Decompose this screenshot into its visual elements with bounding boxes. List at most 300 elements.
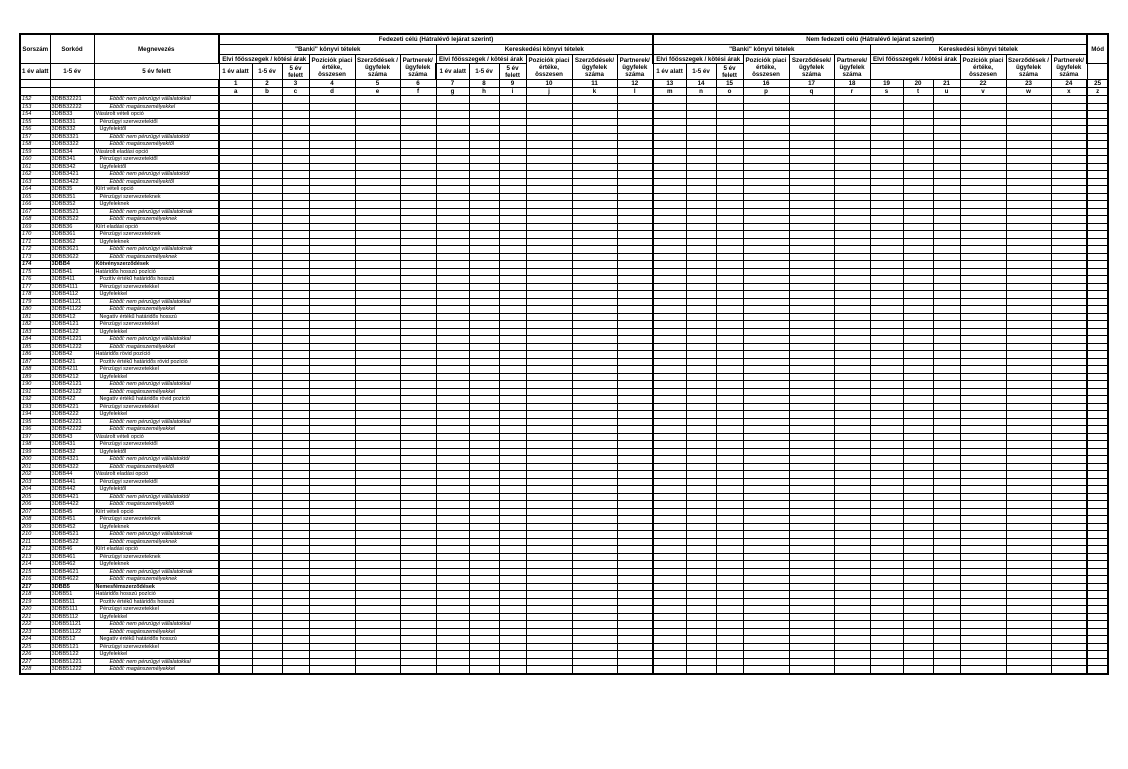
data-cell[interactable] — [309, 178, 355, 186]
data-cell[interactable] — [716, 471, 743, 479]
data-cell[interactable] — [436, 576, 469, 584]
data-cell[interactable] — [617, 246, 653, 254]
data-cell[interactable] — [1087, 576, 1108, 584]
data-cell[interactable] — [436, 208, 469, 216]
data-cell[interactable] — [960, 246, 1006, 254]
data-cell[interactable] — [870, 621, 903, 629]
data-cell[interactable] — [686, 418, 716, 426]
data-cell[interactable] — [282, 321, 309, 329]
data-cell[interactable] — [743, 508, 789, 516]
data-cell[interactable] — [252, 651, 282, 659]
data-cell[interactable] — [903, 546, 933, 554]
data-cell[interactable] — [1006, 568, 1051, 576]
data-cell[interactable] — [1087, 208, 1108, 216]
data-cell[interactable] — [617, 126, 653, 134]
data-cell[interactable] — [436, 538, 469, 546]
data-cell[interactable] — [789, 336, 834, 344]
data-cell[interactable] — [686, 268, 716, 276]
data-cell[interactable] — [743, 268, 789, 276]
data-cell[interactable] — [903, 636, 933, 644]
data-cell[interactable] — [572, 388, 617, 396]
data-cell[interactable] — [870, 268, 903, 276]
data-cell[interactable] — [282, 373, 309, 381]
data-cell[interactable] — [743, 358, 789, 366]
data-cell[interactable] — [526, 193, 572, 201]
data-cell[interactable] — [469, 201, 499, 209]
data-cell[interactable] — [1051, 448, 1087, 456]
data-cell[interactable] — [1051, 253, 1087, 261]
data-cell[interactable] — [933, 636, 960, 644]
data-cell[interactable] — [743, 523, 789, 531]
data-cell[interactable] — [686, 358, 716, 366]
data-cell[interactable] — [716, 411, 743, 419]
data-cell[interactable] — [743, 276, 789, 284]
data-cell[interactable] — [499, 621, 526, 629]
data-cell[interactable] — [686, 336, 716, 344]
data-cell[interactable] — [653, 268, 686, 276]
data-cell[interactable] — [499, 366, 526, 374]
data-cell[interactable] — [309, 223, 355, 231]
data-cell[interactable] — [789, 598, 834, 606]
data-cell[interactable] — [526, 613, 572, 621]
data-cell[interactable] — [686, 636, 716, 644]
data-cell[interactable] — [355, 261, 400, 269]
data-cell[interactable] — [1006, 463, 1051, 471]
data-cell[interactable] — [436, 418, 469, 426]
data-cell[interactable] — [617, 366, 653, 374]
data-cell[interactable] — [436, 96, 469, 104]
data-cell[interactable] — [716, 298, 743, 306]
data-cell[interactable] — [282, 598, 309, 606]
data-cell[interactable] — [903, 351, 933, 359]
data-cell[interactable] — [933, 351, 960, 359]
data-cell[interactable] — [743, 561, 789, 569]
data-cell[interactable] — [617, 381, 653, 389]
data-cell[interactable] — [653, 306, 686, 314]
data-cell[interactable] — [282, 568, 309, 576]
data-cell[interactable] — [1006, 306, 1051, 314]
data-cell[interactable] — [400, 328, 436, 336]
data-cell[interactable] — [469, 658, 499, 666]
data-cell[interactable] — [653, 411, 686, 419]
data-cell[interactable] — [400, 478, 436, 486]
data-cell[interactable] — [653, 403, 686, 411]
data-cell[interactable] — [870, 111, 903, 119]
data-cell[interactable] — [686, 598, 716, 606]
data-cell[interactable] — [469, 411, 499, 419]
data-cell[interactable] — [834, 486, 870, 494]
data-cell[interactable] — [355, 621, 400, 629]
data-cell[interactable] — [1006, 493, 1051, 501]
data-cell[interactable] — [469, 313, 499, 321]
data-cell[interactable] — [716, 426, 743, 434]
data-cell[interactable] — [436, 486, 469, 494]
data-cell[interactable] — [1006, 621, 1051, 629]
data-cell[interactable] — [469, 561, 499, 569]
data-cell[interactable] — [870, 171, 903, 179]
data-cell[interactable] — [309, 628, 355, 636]
data-cell[interactable] — [653, 321, 686, 329]
data-cell[interactable] — [252, 336, 282, 344]
data-cell[interactable] — [1006, 276, 1051, 284]
data-cell[interactable] — [219, 396, 252, 404]
data-cell[interactable] — [309, 621, 355, 629]
data-cell[interactable] — [933, 486, 960, 494]
data-cell[interactable] — [282, 351, 309, 359]
data-cell[interactable] — [903, 186, 933, 194]
data-cell[interactable] — [436, 598, 469, 606]
data-cell[interactable] — [1006, 313, 1051, 321]
data-cell[interactable] — [617, 148, 653, 156]
data-cell[interactable] — [933, 193, 960, 201]
data-cell[interactable] — [282, 508, 309, 516]
data-cell[interactable] — [526, 531, 572, 539]
data-cell[interactable] — [219, 381, 252, 389]
data-cell[interactable] — [686, 591, 716, 599]
data-cell[interactable] — [834, 328, 870, 336]
data-cell[interactable] — [526, 508, 572, 516]
data-cell[interactable] — [686, 373, 716, 381]
data-cell[interactable] — [499, 546, 526, 554]
data-cell[interactable] — [933, 141, 960, 149]
data-cell[interactable] — [469, 651, 499, 659]
data-cell[interactable] — [572, 118, 617, 126]
data-cell[interactable] — [355, 576, 400, 584]
data-cell[interactable] — [743, 351, 789, 359]
data-cell[interactable] — [219, 148, 252, 156]
data-cell[interactable] — [834, 216, 870, 224]
data-cell[interactable] — [219, 546, 252, 554]
data-cell[interactable] — [686, 306, 716, 314]
data-cell[interactable] — [617, 178, 653, 186]
data-cell[interactable] — [499, 111, 526, 119]
data-cell[interactable] — [617, 328, 653, 336]
data-cell[interactable] — [400, 381, 436, 389]
data-cell[interactable] — [716, 103, 743, 111]
data-cell[interactable] — [1006, 448, 1051, 456]
data-cell[interactable] — [716, 433, 743, 441]
data-cell[interactable] — [282, 658, 309, 666]
data-cell[interactable] — [1006, 126, 1051, 134]
data-cell[interactable] — [400, 561, 436, 569]
data-cell[interactable] — [903, 606, 933, 614]
data-cell[interactable] — [960, 321, 1006, 329]
data-cell[interactable] — [789, 321, 834, 329]
data-cell[interactable] — [309, 441, 355, 449]
data-cell[interactable] — [436, 216, 469, 224]
data-cell[interactable] — [1006, 666, 1051, 674]
data-cell[interactable] — [870, 186, 903, 194]
data-cell[interactable] — [686, 276, 716, 284]
data-cell[interactable] — [469, 246, 499, 254]
data-cell[interactable] — [526, 96, 572, 104]
data-cell[interactable] — [870, 478, 903, 486]
data-cell[interactable] — [469, 628, 499, 636]
data-cell[interactable] — [789, 553, 834, 561]
data-cell[interactable] — [903, 396, 933, 404]
data-cell[interactable] — [469, 553, 499, 561]
data-cell[interactable] — [1087, 553, 1108, 561]
data-cell[interactable] — [1006, 298, 1051, 306]
data-cell[interactable] — [789, 193, 834, 201]
data-cell[interactable] — [933, 411, 960, 419]
data-cell[interactable] — [436, 246, 469, 254]
data-cell[interactable] — [1006, 628, 1051, 636]
data-cell[interactable] — [219, 508, 252, 516]
data-cell[interactable] — [933, 253, 960, 261]
data-cell[interactable] — [834, 598, 870, 606]
data-cell[interactable] — [870, 666, 903, 674]
data-cell[interactable] — [252, 636, 282, 644]
data-cell[interactable] — [653, 636, 686, 644]
data-cell[interactable] — [252, 591, 282, 599]
data-cell[interactable] — [933, 126, 960, 134]
data-cell[interactable] — [526, 643, 572, 651]
data-cell[interactable] — [870, 606, 903, 614]
data-cell[interactable] — [870, 456, 903, 464]
data-cell[interactable] — [526, 441, 572, 449]
data-cell[interactable] — [400, 621, 436, 629]
data-cell[interactable] — [400, 643, 436, 651]
data-cell[interactable] — [743, 606, 789, 614]
data-cell[interactable] — [400, 426, 436, 434]
data-cell[interactable] — [282, 381, 309, 389]
data-cell[interactable] — [960, 253, 1006, 261]
data-cell[interactable] — [933, 261, 960, 269]
data-cell[interactable] — [617, 598, 653, 606]
data-cell[interactable] — [436, 666, 469, 674]
data-cell[interactable] — [653, 96, 686, 104]
data-cell[interactable] — [219, 253, 252, 261]
data-cell[interactable] — [400, 223, 436, 231]
data-cell[interactable] — [355, 156, 400, 164]
data-cell[interactable] — [469, 96, 499, 104]
data-cell[interactable] — [469, 576, 499, 584]
data-cell[interactable] — [743, 246, 789, 254]
data-cell[interactable] — [686, 261, 716, 269]
data-cell[interactable] — [870, 231, 903, 239]
data-cell[interactable] — [400, 471, 436, 479]
data-cell[interactable] — [1087, 133, 1108, 141]
data-cell[interactable] — [252, 118, 282, 126]
data-cell[interactable] — [1087, 568, 1108, 576]
data-cell[interactable] — [282, 651, 309, 659]
data-cell[interactable] — [903, 628, 933, 636]
data-cell[interactable] — [834, 493, 870, 501]
data-cell[interactable] — [870, 583, 903, 591]
data-cell[interactable] — [834, 208, 870, 216]
data-cell[interactable] — [834, 471, 870, 479]
data-cell[interactable] — [716, 628, 743, 636]
data-cell[interactable] — [436, 111, 469, 119]
data-cell[interactable] — [716, 141, 743, 149]
data-cell[interactable] — [1051, 141, 1087, 149]
data-cell[interactable] — [1087, 223, 1108, 231]
data-cell[interactable] — [789, 478, 834, 486]
data-cell[interactable] — [1006, 148, 1051, 156]
data-cell[interactable] — [219, 298, 252, 306]
data-cell[interactable] — [870, 336, 903, 344]
data-cell[interactable] — [1087, 238, 1108, 246]
data-cell[interactable] — [355, 388, 400, 396]
data-cell[interactable] — [219, 523, 252, 531]
data-cell[interactable] — [789, 561, 834, 569]
data-cell[interactable] — [834, 658, 870, 666]
data-cell[interactable] — [617, 538, 653, 546]
data-cell[interactable] — [355, 523, 400, 531]
data-cell[interactable] — [282, 516, 309, 524]
data-cell[interactable] — [686, 613, 716, 621]
data-cell[interactable] — [716, 508, 743, 516]
data-cell[interactable] — [617, 621, 653, 629]
data-cell[interactable] — [572, 373, 617, 381]
data-cell[interactable] — [903, 591, 933, 599]
data-cell[interactable] — [1006, 328, 1051, 336]
data-cell[interactable] — [252, 478, 282, 486]
data-cell[interactable] — [219, 313, 252, 321]
data-cell[interactable] — [903, 538, 933, 546]
data-cell[interactable] — [903, 433, 933, 441]
data-cell[interactable] — [1051, 186, 1087, 194]
data-cell[interactable] — [282, 538, 309, 546]
data-cell[interactable] — [870, 118, 903, 126]
data-cell[interactable] — [1087, 336, 1108, 344]
data-cell[interactable] — [219, 171, 252, 179]
data-cell[interactable] — [870, 613, 903, 621]
data-cell[interactable] — [436, 336, 469, 344]
data-cell[interactable] — [960, 186, 1006, 194]
data-cell[interactable] — [400, 178, 436, 186]
data-cell[interactable] — [469, 291, 499, 299]
data-cell[interactable] — [1051, 403, 1087, 411]
data-cell[interactable] — [1006, 201, 1051, 209]
data-cell[interactable] — [686, 403, 716, 411]
data-cell[interactable] — [1087, 141, 1108, 149]
data-cell[interactable] — [743, 148, 789, 156]
data-cell[interactable] — [1051, 456, 1087, 464]
data-cell[interactable] — [499, 388, 526, 396]
data-cell[interactable] — [903, 223, 933, 231]
data-cell[interactable] — [282, 613, 309, 621]
data-cell[interactable] — [834, 291, 870, 299]
data-cell[interactable] — [1006, 111, 1051, 119]
data-cell[interactable] — [716, 328, 743, 336]
data-cell[interactable] — [252, 351, 282, 359]
data-cell[interactable] — [903, 261, 933, 269]
data-cell[interactable] — [903, 523, 933, 531]
data-cell[interactable] — [355, 426, 400, 434]
data-cell[interactable] — [870, 148, 903, 156]
data-cell[interactable] — [309, 418, 355, 426]
data-cell[interactable] — [834, 538, 870, 546]
data-cell[interactable] — [834, 441, 870, 449]
data-cell[interactable] — [789, 651, 834, 659]
data-cell[interactable] — [309, 523, 355, 531]
data-cell[interactable] — [469, 103, 499, 111]
data-cell[interactable] — [499, 381, 526, 389]
data-cell[interactable] — [436, 343, 469, 351]
data-cell[interactable] — [653, 651, 686, 659]
data-cell[interactable] — [355, 568, 400, 576]
data-cell[interactable] — [960, 223, 1006, 231]
data-cell[interactable] — [789, 268, 834, 276]
data-cell[interactable] — [903, 373, 933, 381]
data-cell[interactable] — [282, 343, 309, 351]
data-cell[interactable] — [526, 358, 572, 366]
data-cell[interactable] — [436, 628, 469, 636]
data-cell[interactable] — [789, 253, 834, 261]
data-cell[interactable] — [282, 103, 309, 111]
data-cell[interactable] — [252, 471, 282, 479]
data-cell[interactable] — [870, 291, 903, 299]
data-cell[interactable] — [1051, 486, 1087, 494]
data-cell[interactable] — [436, 508, 469, 516]
data-cell[interactable] — [436, 531, 469, 539]
data-cell[interactable] — [933, 576, 960, 584]
data-cell[interactable] — [870, 463, 903, 471]
data-cell[interactable] — [309, 366, 355, 374]
data-cell[interactable] — [219, 216, 252, 224]
data-cell[interactable] — [400, 576, 436, 584]
data-cell[interactable] — [834, 358, 870, 366]
data-cell[interactable] — [653, 358, 686, 366]
data-cell[interactable] — [653, 373, 686, 381]
data-cell[interactable] — [1087, 478, 1108, 486]
data-cell[interactable] — [282, 621, 309, 629]
data-cell[interactable] — [355, 643, 400, 651]
data-cell[interactable] — [870, 658, 903, 666]
data-cell[interactable] — [789, 531, 834, 539]
data-cell[interactable] — [903, 388, 933, 396]
data-cell[interactable] — [903, 306, 933, 314]
data-cell[interactable] — [282, 291, 309, 299]
data-cell[interactable] — [572, 268, 617, 276]
data-cell[interactable] — [469, 366, 499, 374]
data-cell[interactable] — [469, 441, 499, 449]
data-cell[interactable] — [653, 313, 686, 321]
data-cell[interactable] — [526, 523, 572, 531]
data-cell[interactable] — [960, 418, 1006, 426]
data-cell[interactable] — [653, 583, 686, 591]
data-cell[interactable] — [870, 441, 903, 449]
data-cell[interactable] — [617, 321, 653, 329]
data-cell[interactable] — [686, 208, 716, 216]
data-cell[interactable] — [903, 441, 933, 449]
data-cell[interactable] — [903, 366, 933, 374]
data-cell[interactable] — [469, 276, 499, 284]
data-cell[interactable] — [282, 493, 309, 501]
data-cell[interactable] — [1051, 411, 1087, 419]
data-cell[interactable] — [789, 103, 834, 111]
data-cell[interactable] — [436, 591, 469, 599]
data-cell[interactable] — [309, 658, 355, 666]
data-cell[interactable] — [219, 358, 252, 366]
data-cell[interactable] — [870, 426, 903, 434]
data-cell[interactable] — [572, 366, 617, 374]
data-cell[interactable] — [572, 351, 617, 359]
data-cell[interactable] — [282, 366, 309, 374]
data-cell[interactable] — [436, 118, 469, 126]
data-cell[interactable] — [219, 103, 252, 111]
data-cell[interactable] — [400, 291, 436, 299]
data-cell[interactable] — [617, 613, 653, 621]
data-cell[interactable] — [933, 103, 960, 111]
data-cell[interactable] — [526, 351, 572, 359]
data-cell[interactable] — [526, 291, 572, 299]
data-cell[interactable] — [933, 336, 960, 344]
data-cell[interactable] — [789, 441, 834, 449]
data-cell[interactable] — [743, 381, 789, 389]
